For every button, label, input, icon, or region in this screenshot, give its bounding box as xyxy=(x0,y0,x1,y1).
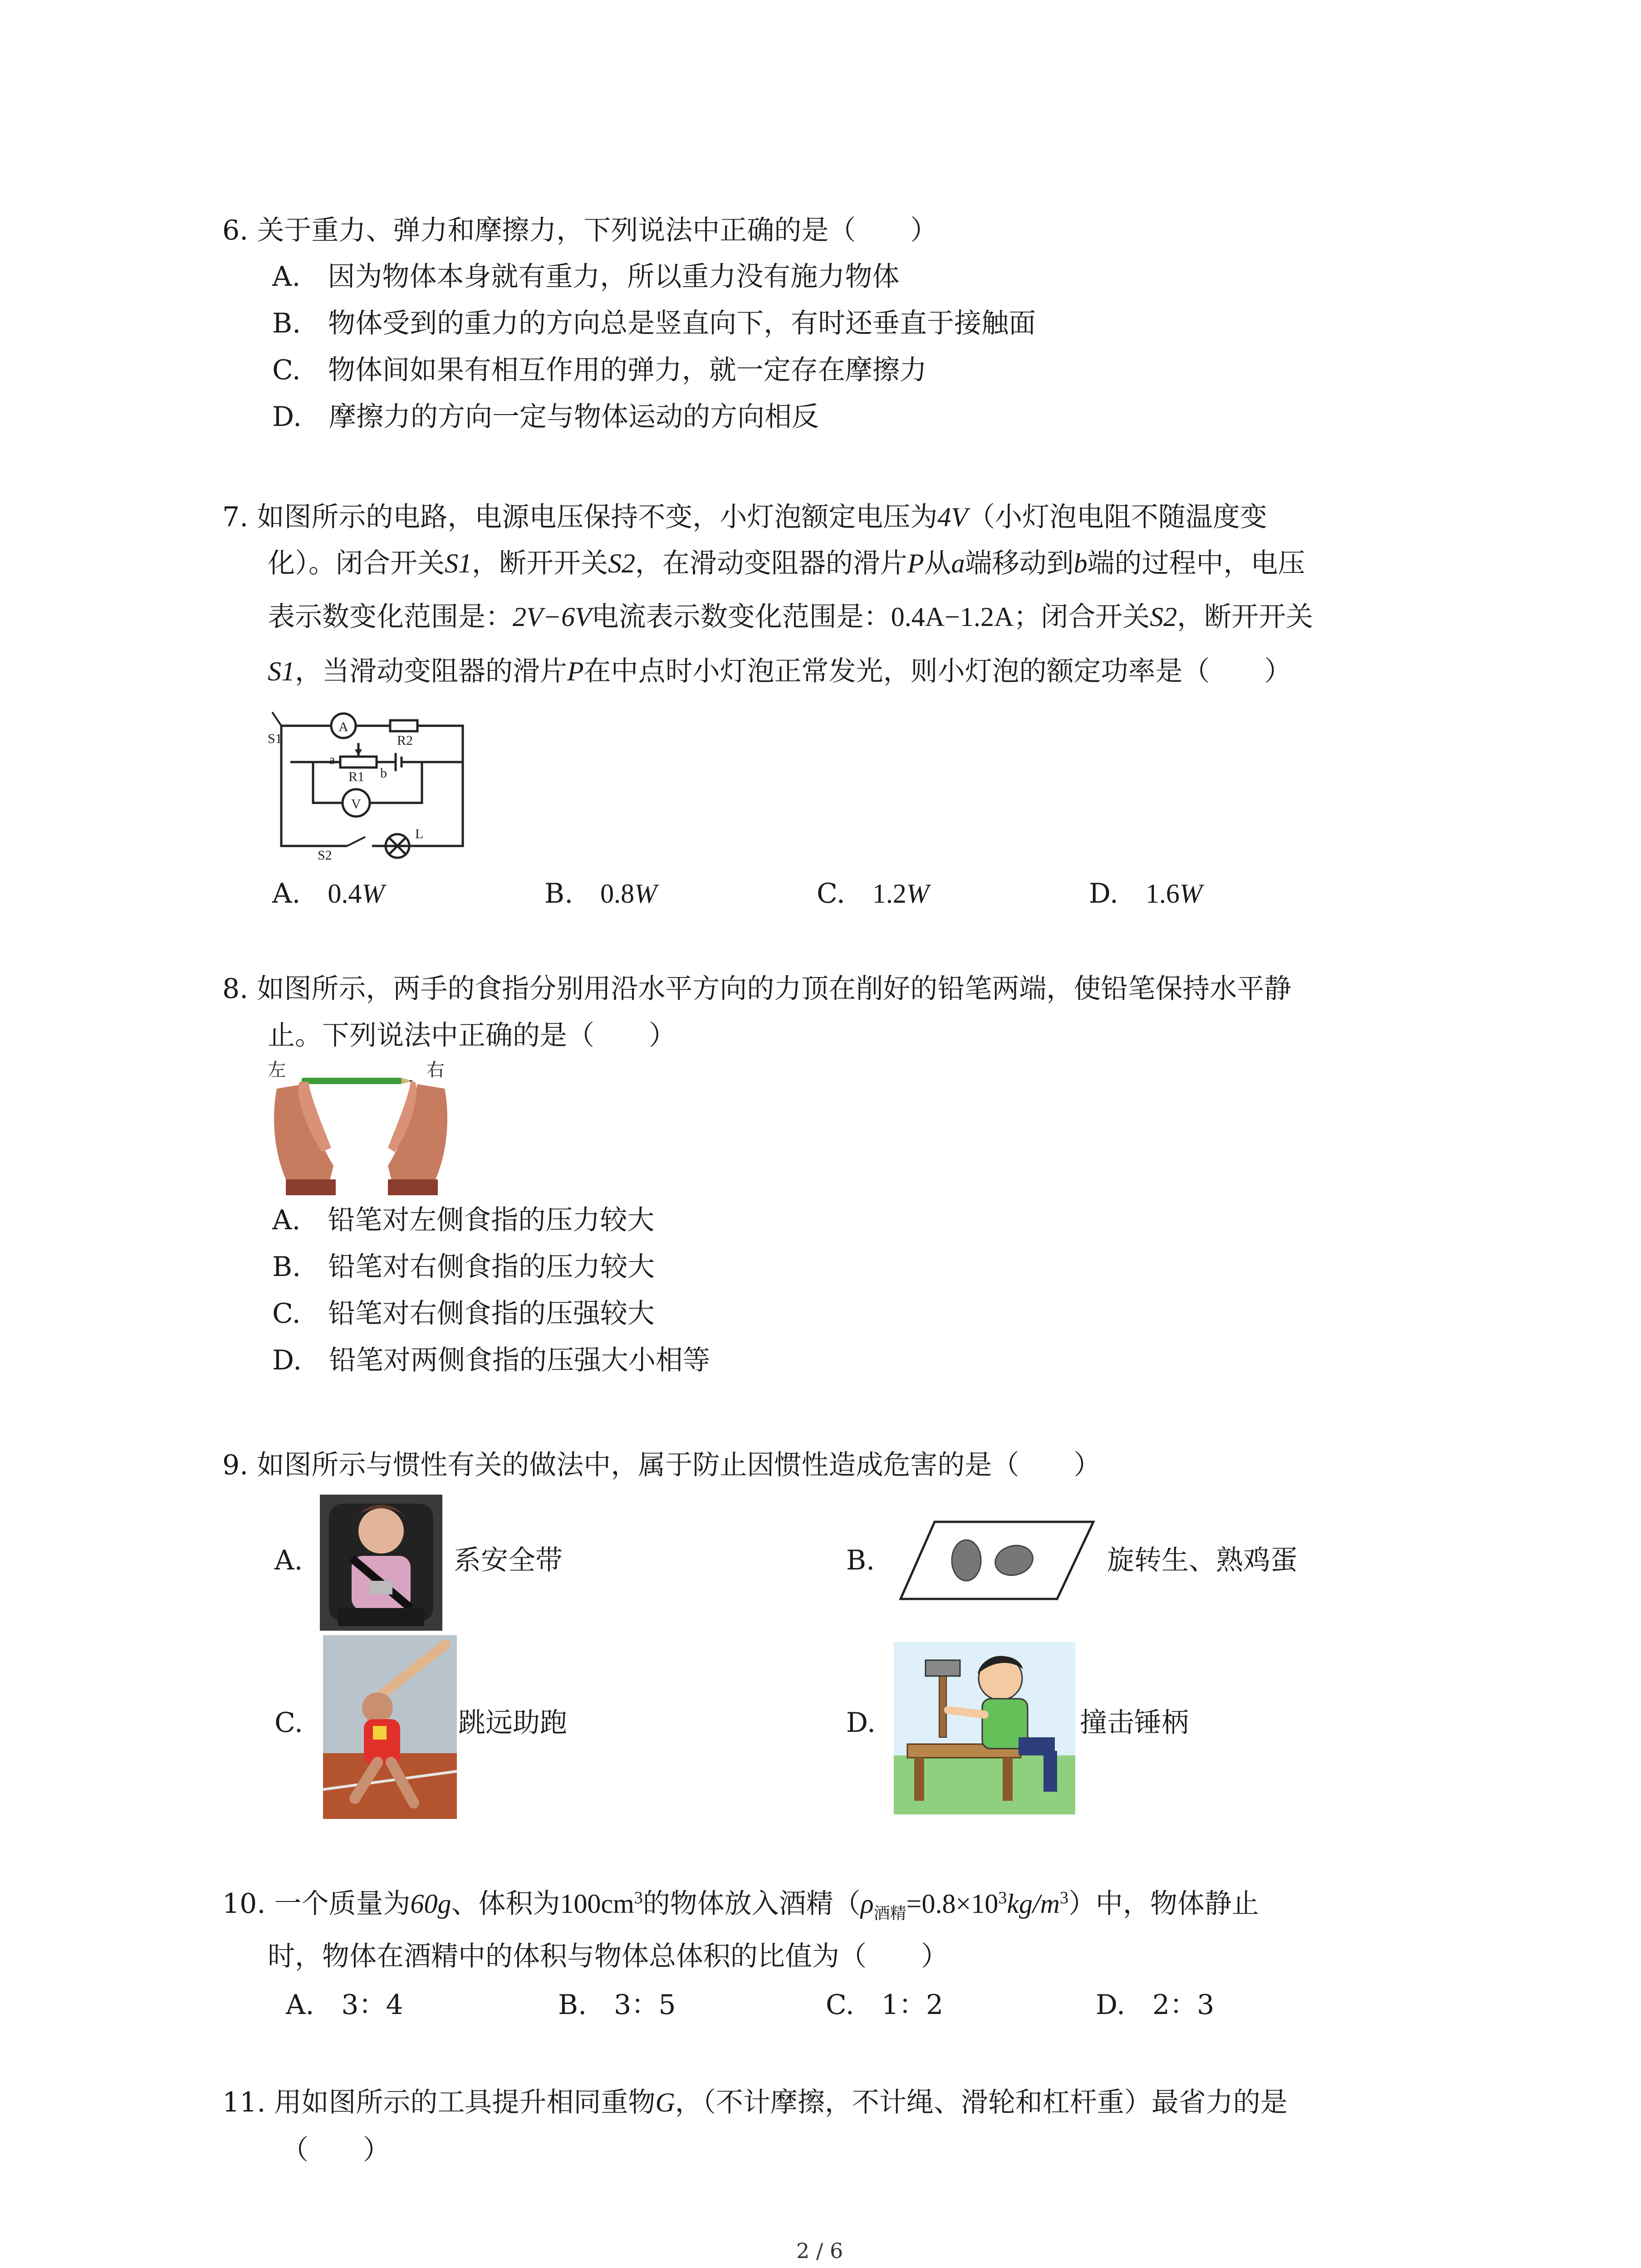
page-number: 2 / 6 xyxy=(796,2239,843,2263)
pencil-fingers-figure xyxy=(268,1057,454,1198)
q10-option-b: B. 3：5 xyxy=(558,1989,676,2021)
label-r1: R1 xyxy=(348,769,365,784)
q10-line-2: 时，物体在酒精中的体积与物体总体积的比值为（ ） xyxy=(268,1941,948,1972)
q8-option-a: A. 铅笔对左侧食指的压力较大 xyxy=(272,1204,655,1236)
q9-stem: 9. 如图所示与惯性有关的做法中，属于防止因惯性造成危害的是（ ） xyxy=(222,1449,1101,1481)
pencil xyxy=(302,1078,402,1084)
q9-option-c-label: C. xyxy=(274,1707,303,1739)
label-s1: S1 xyxy=(268,731,282,746)
seatbelt-photo xyxy=(320,1495,442,1631)
q9-option-c-text: 跳远助跑 xyxy=(458,1707,567,1739)
q7-option-d: D. 1.6W xyxy=(1089,878,1203,909)
q8-line-2: 止。下列说法中正确的是（ ） xyxy=(268,1020,676,1051)
hammer-cartoon xyxy=(894,1642,1075,1814)
label-ammeter: A xyxy=(338,719,348,734)
q9-option-b-label: B. xyxy=(846,1545,875,1576)
q10-option-a: A. 3：4 xyxy=(286,1989,403,2021)
q10-option-d: D. 2：3 xyxy=(1096,1989,1215,2021)
q8-option-c: C. 铅笔对右侧食指的压强较大 xyxy=(272,1298,655,1330)
long-jump-photo xyxy=(323,1635,457,1819)
label-a-end: a xyxy=(329,752,335,767)
label-voltmeter: V xyxy=(351,797,361,811)
label-left: 左 xyxy=(268,1060,286,1080)
label-s2: S2 xyxy=(318,848,332,862)
label-b-end: b xyxy=(380,766,387,781)
q9-option-a-text: 系安全带 xyxy=(454,1545,563,1576)
q10-option-c: C. 1：2 xyxy=(826,1989,944,2021)
eggs-figure xyxy=(898,1517,1098,1603)
q7-option-b: B. 0.8W xyxy=(544,878,657,909)
q7-option-c: C. 1.2W xyxy=(817,878,929,909)
q7-line-1: 7. 如图所示的电路，电源电压保持不变，小灯泡额定电压为4V（小灯泡电阻不随温度变 xyxy=(222,501,1267,533)
label-right: 右 xyxy=(426,1060,445,1080)
q7-line-3: 表示数变化范围是：2V−6V电流表示数变化范围是：0.4A−1.2A；闭合开关S2，断开开关 xyxy=(268,601,1313,633)
q7-option-a: A. 0.4W xyxy=(272,878,385,909)
q6-option-c: C. 物体间如果有相互作用的弹力，就一定存在摩擦力 xyxy=(272,354,927,386)
q9-option-a-label: A. xyxy=(274,1545,303,1576)
q6-stem: 6. 关于重力、弹力和摩擦力，下列说法中正确的是（ ） xyxy=(222,215,938,246)
q9-option-d-label: D. xyxy=(846,1707,876,1739)
q6-option-a: A. 因为物体本身就有重力，所以重力没有施力物体 xyxy=(272,261,900,293)
circuit-diagram xyxy=(263,708,472,862)
q9-option-b-text: 旋转生、熟鸡蛋 xyxy=(1107,1545,1298,1576)
q8-line-1: 8. 如图所示，两手的食指分别用沿水平方向的力顶在削好的铅笔两端，使铅笔保持水平静 xyxy=(222,973,1292,1005)
q7-line-4: S1，当滑动变阻器的滑片P在中点时小灯泡正常发光，则小灯泡的额定功率是（ ） xyxy=(268,655,1292,687)
q9-option-d-text: 撞击锤柄 xyxy=(1080,1707,1189,1739)
q8-option-b: B. 铅笔对右侧食指的压力较大 xyxy=(272,1251,655,1283)
q6-option-d: D. 摩擦力的方向一定与物体运动的方向相反 xyxy=(272,401,819,433)
q11-line-1: 11. 用如图所示的工具提升相同重物G，（不计摩擦，不计绳、滑轮和杠杆重）最省力的是 xyxy=(222,2087,1288,2118)
q11-line-2: （ ） xyxy=(281,2134,390,2166)
label-r2: R2 xyxy=(397,733,413,748)
q8-option-d: D. 铅笔对两侧食指的压强大小相等 xyxy=(272,1344,710,1376)
q10-line-1: 10. 一个质量为60g、体积为$100cm^3$的物体放入酒精$(\rho_{酒精}=0.8\times 10^3kg/m^3)$中，物体静止 xyxy=(222,1888,1259,1923)
q7-line-2: 化）。闭合开关S1，断开开关S2，在滑动变阻器的滑片P从a端移动到b端的过程中，电压 xyxy=(268,547,1305,579)
q6-option-b: B. 物体受到的重力的方向总是竖直向下，有时还垂直于接触面 xyxy=(272,308,1036,339)
label-lamp: L xyxy=(415,826,424,841)
